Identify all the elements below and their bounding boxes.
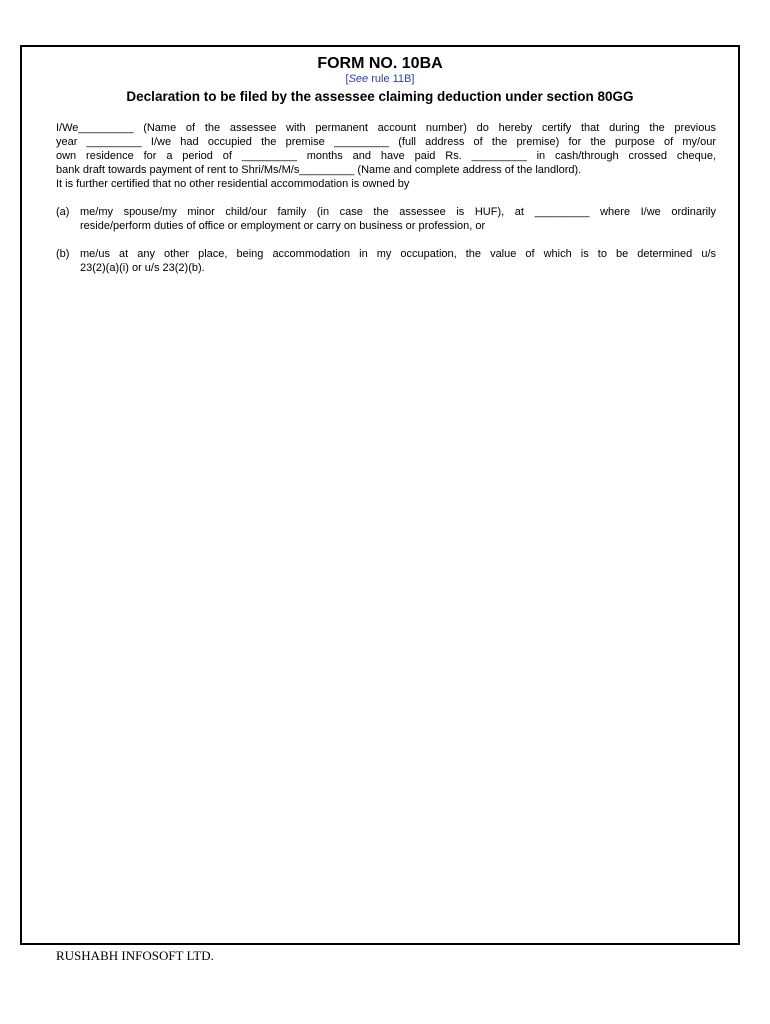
rule-open-bracket: [ [345,73,349,85]
declaration-paragraph [56,121,716,191]
rule-text: rule 11B] [368,73,415,85]
clause-marker: (a) [56,206,70,218]
declaration-line: bank draft towards payment of rent to Shri/Ms/M/s_________ (Name and complete address of the landlord). [56,164,582,176]
clause-line: 23(2)(a)(i) or u/s 23(2)(b). [80,262,205,274]
clause-body [80,205,716,233]
clause-line: me/us at any other place, being accommodation in my occupation, the value of which is to be determined u/s [80,248,716,260]
rule-see: See [348,73,369,85]
declaration-line: I/We_________ (Name of the assessee with permanent account number) do hereby certify that during the previous [56,122,716,134]
clause-a [56,205,716,233]
clause-marker: (b) [56,248,70,260]
form-subtitle: Declaration to be filed by the assessee claiming deduction under section 80GG [126,89,634,104]
form-title: FORM NO. 10BA [317,55,443,72]
rule-reference [22,73,738,86]
footer-company-name: RUSHABH INFOSOFT LTD. [56,948,214,963]
form-frame [20,45,740,945]
clause-b [56,247,716,275]
declaration-line: It is further certified that no other residential accommodation is owned by [56,178,410,190]
declaration-line: year _________ I/we had occupied the premise _________ (full address of the premise) for the purpose of my/our [56,136,716,148]
clause-line: me/my spouse/my minor child/our family (in case the assessee is HUF), at _________ where I/we ordinarily [80,206,716,218]
clause-body [80,247,716,275]
declaration-line: own residence for a period of _________ months and have paid Rs. _________ in cash/through crossed cheque, [56,150,716,162]
clause-line: reside/perform duties of office or employment or carry on business or profession, or [80,220,486,232]
